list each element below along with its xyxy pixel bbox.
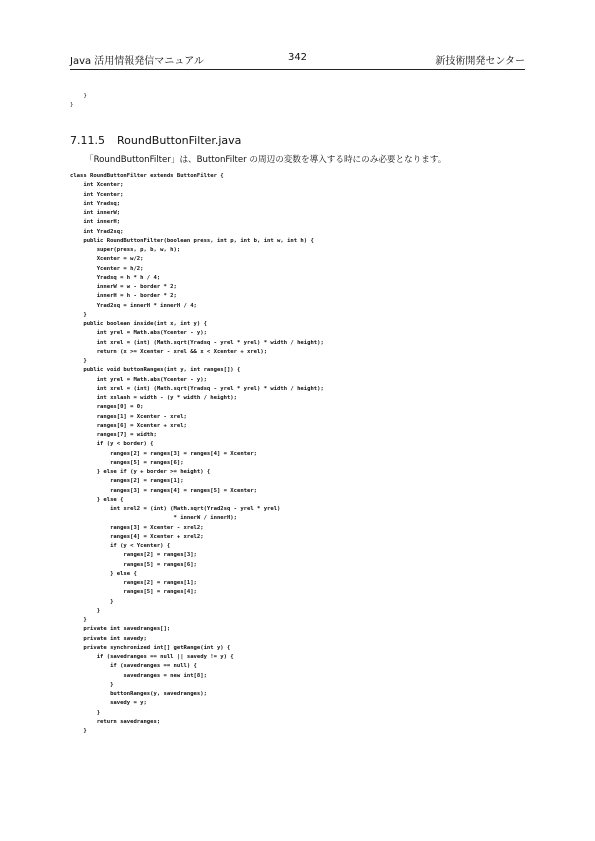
code-line: private int savedy; — [70, 635, 147, 642]
code-line: ranges[3] = Xcenter - xrel2; — [70, 524, 204, 531]
code-line: int innerW; — [70, 210, 121, 216]
code-line: int innerH; — [70, 219, 121, 226]
code-line: } — [70, 358, 87, 364]
code-line: Yradsq = h * h / 4; — [70, 274, 161, 281]
code-line: ranges[0] = 0; — [70, 404, 144, 411]
code-line: ranges[1] = Xcenter - xrel; — [70, 413, 187, 420]
code-line: ranges[2] = ranges[3]; — [70, 552, 197, 559]
code-line: private synchronized int[] getRange(int y) { — [70, 644, 231, 651]
code-line: } else { — [70, 570, 137, 577]
header-organization: 新技術開発センター — [435, 56, 525, 67]
code-listing — [70, 172, 530, 736]
code-line: if (savedranges == null || savedy != y) { — [70, 654, 234, 660]
code-line: ranges[5] = ranges[6]; — [70, 561, 197, 568]
code-line: ranges[2] = ranges[1]; — [70, 580, 197, 586]
code-line: innerH = h - border * 2; — [70, 293, 177, 300]
code-line: } — [70, 681, 114, 688]
code-line: ranges[6] = Xcenter + xrel; — [70, 422, 187, 429]
code-line: } — [70, 617, 87, 623]
code-line: int xrel = (int) (Math.sqrt(Yradsq - yrel * yrel) * width / height); — [70, 385, 324, 392]
code-line: } else { — [70, 496, 124, 503]
code-line: int Ycenter; — [70, 191, 124, 198]
code-line: if (savedranges == null) { — [70, 663, 197, 670]
code-line: ranges[7] = width; — [70, 432, 157, 438]
code-line: savedy = y; — [70, 700, 147, 707]
code-line: return savedranges; — [70, 718, 161, 725]
code-line: super(press, p, b, w, h); — [70, 247, 181, 253]
code-line: } — [70, 607, 101, 614]
code-line: ranges[4] = Xcenter + xrel2; — [70, 533, 204, 540]
header-book-title: Java 活用情報発信マニュアル — [70, 56, 204, 67]
code-line: public void buttonRanges(int y, int ranges[]) { — [70, 367, 241, 374]
code-line: } — [70, 709, 101, 716]
code-line: Yrad2sq = innerH * innerH / 4; — [70, 302, 197, 309]
code-line: } else if (y + border >= height) { — [70, 469, 211, 475]
code-line: } — [70, 102, 74, 109]
code-line: public boolean inside(int x, int y) { — [70, 321, 207, 327]
code-line: int xslash = width - (y * width / height); — [70, 395, 237, 401]
code-line: public RoundButtonFilter(boolean press, int p, int b, int w, int h) { — [70, 237, 314, 244]
code-line: } — [70, 311, 87, 318]
code-line: Ycenter = h/2; — [70, 265, 144, 272]
code-line: ranges[2] = ranges[3] = ranges[4] = Xcenter; — [70, 450, 258, 457]
code-line: int xrel = (int) (Math.sqrt(Yradsq - yrel * yrel) * width / height); — [70, 339, 324, 346]
section-number: 7.11.5 — [70, 134, 105, 147]
code-line: } — [70, 93, 87, 99]
code-line: int Yrad2sq; — [70, 228, 124, 235]
header-rule — [70, 69, 525, 70]
header-page-number: 342 — [287, 52, 308, 63]
code-line: savedranges = new int[8]; — [70, 672, 207, 679]
code-line: * innerW / innerH); — [70, 515, 237, 522]
code-line: } — [70, 598, 114, 605]
code-line: innerW = w - border * 2; — [70, 284, 177, 290]
code-line: buttonRanges(y, savedranges); — [70, 691, 207, 697]
code-line: ranges[5] = ranges[4]; — [70, 589, 197, 596]
code-line: Xcenter = w/2; — [70, 256, 144, 263]
code-line: ranges[2] = ranges[1]; — [70, 478, 184, 485]
section-title: RoundButtonFilter.java — [117, 134, 242, 147]
code-line: ranges[3] = ranges[4] = ranges[5] = Xcenter; — [70, 487, 258, 494]
code-line: if (y < Ycenter) { — [70, 543, 171, 549]
code-line: return (x >= Xcenter - xrel && x < Xcenter + xrel); — [70, 348, 268, 355]
code-line: int Xcenter; — [70, 182, 124, 189]
code-line: int yrel = Math.abs(Ycenter - y); — [70, 376, 207, 383]
code-line: int yrel = Math.abs(Ycenter - y); — [70, 330, 207, 337]
code-line: int Yradsq; — [70, 200, 121, 207]
code-line: private int savedranges[]; — [70, 626, 171, 633]
code-line: } — [70, 728, 87, 734]
section-intro: 「RoundButtonFilter」は、ButtonFilter の周辺の変数を導入する時にのみ必要となります。 — [85, 155, 447, 165]
code-line: class RoundButtonFilter extends ButtonFilter { — [70, 173, 224, 179]
section-heading — [70, 134, 241, 147]
code-line: int xrel2 = (int) (Math.sqrt(Yrad2sq - yrel * yrel) — [70, 506, 281, 512]
preceding-code-end — [70, 92, 525, 110]
code-line: ranges[5] = ranges[6]; — [70, 459, 184, 466]
page-header — [70, 52, 525, 66]
code-line: if (y < border) { — [70, 441, 154, 448]
